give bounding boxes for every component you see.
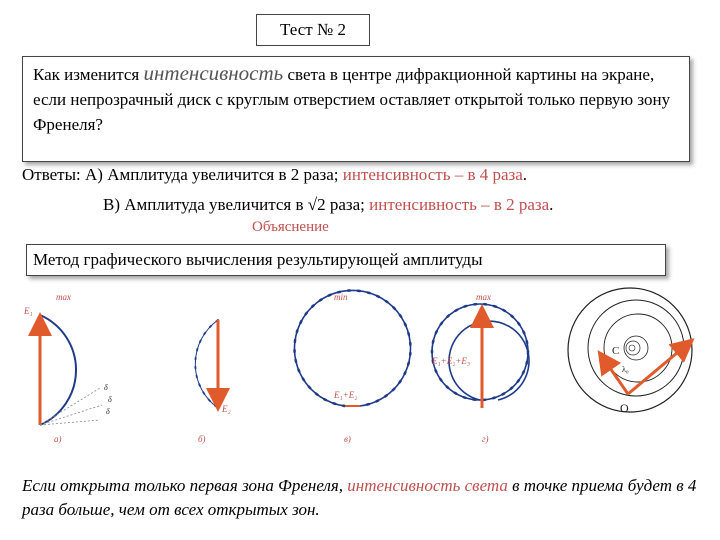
answers-block — [22, 160, 553, 220]
explanation-link[interactable]: Объяснение — [252, 219, 329, 235]
caption-b: б) — [198, 434, 206, 444]
answer-b — [22, 190, 553, 220]
method-title: Метод графического вычисления результирующей амплитуды — [33, 250, 483, 269]
label-e2: E₂ — [222, 404, 231, 414]
method-title-box — [26, 244, 666, 276]
test-title — [256, 14, 370, 46]
answer-b-highlight: интенсивность – в 2 раза — [369, 195, 550, 214]
diagram-a — [23, 292, 112, 444]
answer-a-text: А) Амплитуда увеличится в 2 раза; — [80, 165, 343, 184]
test-title-text: Тест № 2 — [280, 20, 346, 39]
answer-a — [22, 160, 553, 190]
label-c: C — [612, 345, 620, 357]
label-e1e2: E₁+E₂ — [334, 390, 358, 400]
question-text-1: Как изменится — [33, 65, 144, 84]
question-highlight: интенсивность — [143, 61, 284, 85]
conclusion-part1: Если открыта только первая зона Френеля, — [22, 476, 348, 495]
half-circle-curve — [40, 315, 76, 425]
conclusion-highlight: интенсивность света — [347, 476, 508, 495]
answer-a-highlight: интенсивность – в 4 раза — [342, 165, 523, 184]
label-e1: E₁ — [24, 306, 33, 316]
label-delta-2: δ — [108, 395, 112, 404]
diagram-b — [195, 320, 230, 444]
half-circle-dotted — [195, 320, 218, 408]
diagram-v — [295, 290, 411, 444]
conclusion-text — [22, 474, 702, 522]
diagram-g — [431, 292, 529, 444]
caption-a: а) — [54, 434, 62, 444]
answer-b-end: . — [549, 195, 554, 214]
diagram-spiral — [568, 288, 692, 415]
label-lambda: λ₀ — [622, 365, 629, 374]
fresnel-diagram — [0, 280, 720, 460]
question-text-2: света в центре дифракционной картины на экране, если непрозрачный диск с круглым отверстием оставляет открытой только первую зону Френеля? — [33, 65, 671, 134]
answer-b-text: В) Амплитуда увеличится в √2 раза; — [103, 195, 370, 214]
caption-g: г) — [482, 434, 489, 444]
label-max-a: max — [56, 292, 71, 302]
label-delta-3: δ — [106, 407, 110, 416]
label-e1e2e3: E₁+E₂+E₃ — [432, 356, 471, 366]
conclusion-part2: в точке приема будет в 4 раза больше, чем от всех открытых зон. — [22, 476, 697, 519]
question-box — [22, 56, 690, 162]
label-min: min — [334, 292, 348, 302]
label-max-g: max — [476, 292, 491, 302]
spiral-arrow-left — [601, 355, 628, 394]
answer-a-end: . — [522, 165, 528, 184]
answers-prefix: Ответы: — [22, 165, 81, 184]
label-o: O — [620, 401, 629, 415]
label-delta-1: δ — [104, 383, 108, 392]
caption-v: в) — [344, 434, 351, 444]
